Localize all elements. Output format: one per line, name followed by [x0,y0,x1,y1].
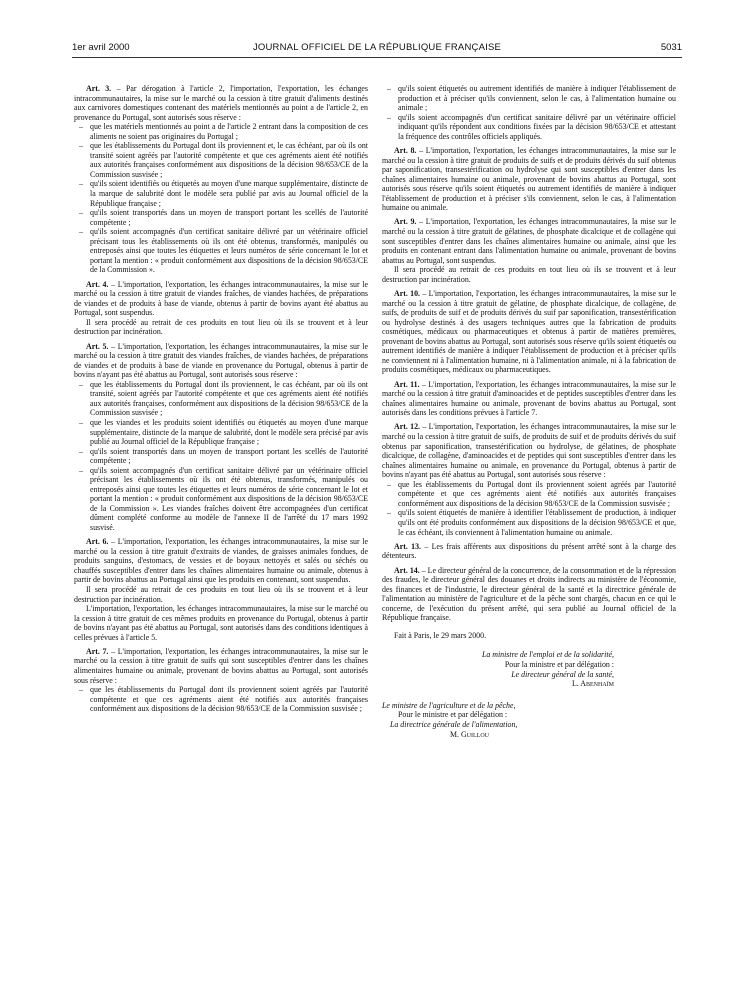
list-item: – que les établissements du Portugal dont ils proviennent soient agréés par l'autorité compétente et que ces agréments aient été notifiés aux autorités françaises conformément aux dispositions de la décision 98/653/CE de la Commission susvisée ; [79,685,368,714]
date-place: Fait à Paris, le 29 mars 2000. [394,630,487,640]
article-4: Art. 4. – L'importation, l'exportation, les échanges intracommunautaires, la mise sur le marché ou la cession à titre gratuit de viandes fraîches, de viandes hachées, de préparations de viandes et de produits à base de viande, obtenus à partir de bovins ayant été abattus au Portugal, sont suspendus. [74,279,368,318]
list-item: – que les établissements du Portugal dont ils proviennent soient agréés par l'autorité compétente et que ces agréments aient été notifiés aux autorités françaises conformément aux dispositions de la décision 98/653/CE de la Commission susvisée ; [387,479,676,508]
signature-block-agriculture: Le ministre de l'agriculture et de la pêche, Pour le ministre et par délégation : La directrice générale de l'alimentation, M. Guillou [382,700,518,739]
page-number: 5031 [660,42,682,53]
list-item: – qu'ils soient étiquetés de manière à identifier l'établissement de production, à indiquer qu'ils ont été produits conformément aux dispositions de la décision 98/653/CE et que, le cas échéant, ils conviennent à l'alimentation humaine ou animale. [387,508,676,537]
right-column [382,84,676,739]
left-column [74,84,368,718]
list-item: – qu'ils soient accompagnés d'un certificat sanitaire délivré par un vétérinaire officiel précisant les établissements où ils ont été obtenus, transformés, manipulés ou entreposés ainsi que toutes les étiquettes et leurs numéros de série concernant le lot et portant la mention : « produit conformément aux dispositions de la décision 98/653/CE de la Commission ». Les viandes fraîches doivent être accompagnées d'un certificat dûment complété conforme au modèle de l'annexe II de l'arrêté du 17 mars 1992 susvisé. [79,465,368,532]
header-date: 1er avril 2000 [72,42,130,53]
article-7: Art. 7. – L'importation, l'exportation, les échanges intracommunautaires, la mise sur le marché ou la cession à titre gratuit de suifs qui sont susceptibles d'entrer dans les chaînes alimentaires humaine ou animale, provenant de bovins abattus au Portugal, sont autorisés sous réserve : [74,646,368,685]
article-9-paragraph: Il sera procédé au retrait de ces produits en tout lieu où ils se trouvent et à leur destruction par incinération. [382,265,676,284]
list-item: – qu'ils soient transportés dans un moyen de transport portant les scellés de l'autorité compétente ; [79,208,368,227]
list-item: – que les établissements du Portugal dont ils proviennent et, le cas échéant, par où ils ont transité soient agréés par l'autorité compétente et que ces agréments aient été notifiés aux autorités françaises conformément aux dispositions de la décision 98/653/CE de la Commission susvisée ; [79,141,368,179]
article-6: Art. 6. – L'importation, l'exportation, les échanges intracommunautaires, la mise sur le marché ou la cession à titre gratuit d'extraits de viandes, de graisses animales fondues, de produits sanguins, d'estomacs, de vessies et de boyaux nettoyés et salés ou séchés ou chauffés susceptibles d'entrer dans les chaînes alimentaires humaine ou animale, obtenus à partir de bovins abattus au Portugal ainsi que les produits en contenant, sont suspendus. [74,537,368,585]
article-12-list [382,480,676,537]
list-item: – qu'ils soient transportés dans un moyen de transport portant les scellés de l'autorité compétente ; [79,446,368,466]
article-11: Art. 11. – L'importation, l'exportation, les échanges intracommunautaires, la mise sur le marché ou la cession à titre gratuit d'aminoacides et de peptides susceptibles d'entrer dans les chaînes alimentaires humaine ou animale, provenant de bovins abattus au Portugal, sont autorisés dans les conditions prévues à l'article 7. [382,379,676,418]
list-item: – que les établissements du Portugal dont ils proviennent, le cas échéant, par où ils ont transité, soient agréés par l'autorité compétente et que ces agréments aient été notifiés aux autorités françaises, conformément aux dispositions de la décision 98/653/CE de la Commission susvisée ; [79,379,368,418]
article-10: Art. 10. – L'importation, l'exportation, les échanges intracommunautaires, la mise sur le marché ou la cession à titre gratuit de gélatine, de phosphate dicalcique, de collagène, de suifs, de produits de suif et de produits dérivés du suif par saponification, transestérification ou hydrolyse destinés à des usagers techniques autres que la fabrication de produits cosmétiques, médicaux ou pharmaceutiques et obtenus à partir de matières premières, provenant de bovins abattus au Portugal, sont autorisés sous réserve qu'ils soient étiquetés ou autrement identifiés de manière à indiquer l'établissement de production et à préciser qu'ils ne conviennent ni à l'alimentation humaine, ni à l'alimentation animale, ni à la fabrication de produits cosmétiques, médicaux ou pharmaceutiques. [382,289,676,375]
article-9: Art. 9. – L'importation, l'exportation, les échanges intracommunautaires, la mise sur le marché ou la cession à titre gratuit de gélatines, de phosphate dicalcique et de collagène qui sont susceptibles d'entrer dans les chaînes alimentaires humaine ou animale, ainsi que les produits en contenant entrant dans l'alimentation humaine ou animale, provenant de bovins abattus au Portugal, sont suspendus. [382,217,676,265]
article-8: Art. 8. – L'importation, l'exportation, les échanges intracommunautaires, la mise sur le marché ou la cession à titre gratuit de produits de suifs et de produits dérivés du suif obtenus par saponification, transestérification ou hydrolyse qui sont susceptibles d'entrer dans les chaînes alimentaires humaine ou animale, provenant de bovins abattus au Portugal, sont autorisés sous réserve qu'ils soient étiquetés ou autrement identifiés de manière à indiquer l'établissement de production et à préciser s'ils conviennent, selon le cas, à l'alimentation humaine ou animale. [382,145,676,213]
list-item: – que les viandes et les produits soient identifiés ou étiquetés au moyen d'une marque supplémentaire, distincte de la marque de salubrité, dont le modèle sera précisé par avis publié au Journal officiel de la République française ; [79,417,368,447]
article-5: Art. 5. – L'importation, l'exportation, les échanges intracommunautaires, la mise sur le marché ou la cession à titre gratuit des viandes fraîches, de viandes hachées, de préparations de viandes et de produits à base de viande en provenance du Portugal, obtenus à partir de bovins n'ayant pas été abattus au Portugal, sont autorisés sous réserve : [74,341,368,380]
article-3-list [74,122,368,275]
list-item: – qu'ils soient étiquetés ou autrement identifiés de manière à indiquer l'établissement de production et à préciser qu'ils conviennent, selon le cas, à l'alimentation humaine ou animale ; [387,84,676,113]
list-item: – qu'ils soient accompagnés d'un certificat sanitaire délivré par un vétérinaire officiel indiquant qu'ils répondent aux conditions fixées par la décision 98/653/CE et attestant la fréquence des contrôles officiels appliqués. [387,112,676,141]
article-3: Art. 3. – Par dérogation à l'article 2, l'importation, l'exportation, les échanges intracommunautaires, la mise sur le marché ou la cession à titre gratuit d'aliments destinés aux carnivores domestiques contenant des matériels mentionnés au point a de l'article 2, en provenance du Portugal, sont autorisés sous réserve : [74,84,368,122]
article-6-paragraph-3: L'importation, l'exportation, les échanges intracommunautaires, la mise sur le marché ou la cession à titre gratuit de ces mêmes produits en provenance du Portugal, obtenus à partir de bovins n'ayant pas été abattus au Portugal, sont autorisés dans des conditions identiques à celles prévues à l'article 5. [74,604,368,642]
article-5-list [74,380,368,533]
list-item: – qu'ils soient identifiés ou étiquetés au moyen d'une marque supplémentaire, distincte de la marque de salubrité dont le modèle sera publié par avis au Journal officiel de la République française ; [79,179,368,208]
article-14: Art. 14. – Le directeur général de la concurrence, de la consommation et de la répression des fraudes, le directeur général des douanes et droits indirects au ministère de l'économie, des finances et de l'industrie, le directeur général de la santé et la directrice générale de l'alimentation au ministère de l'agriculture et de la pêche sont chargés, chacun en ce qui le concerne, de l'exécution du présent arrêté, qui sera publié au Journal officiel de la République française. [382,565,677,623]
article-12: Art. 12. – L'importation, l'exportation, les échanges intracommunautaires, la mise sur le marché ou la cession à titre gratuit de suifs, de produits de suif et de produits dérivés du suif obtenus par saponification, transestérification ou hydrolyse, de gélatines, de phosphate dicalcique, de collagène, d'aminoacides et de peptides qui sont susceptibles d'entrer dans les chaînes alimentaires humaine ou animale, en provenance du Portugal, obtenus à partir de bovins n'ayant pas été abattus au Portugal, sont autorisés sous réserve : [382,422,676,480]
signature-block-health: La ministre de l'emploi et de la solidarité, Pour la ministre et par délégation : Le directeur général de la santé, L. Abenhaïm [481,650,614,689]
header-rule [72,57,682,58]
article-6-paragraph-2: Il sera procédé au retrait de ces produits en tout lieu où ils se trouvent et à leur destruction par incinération. [74,584,368,604]
list-item: – que les matériels mentionnés au point a de l'article 2 entrant dans la composition de ces aliments ne soient pas originaires du Portugal ; [79,122,368,141]
article-7-list-continued [382,84,676,141]
article-13: Art. 13. – Les frais afférents aux dispositions du présent arrêté sont à la charge des détenteurs. [382,541,676,561]
article-4-paragraph: Il sera procédé au retrait de ces produits en tout lieu où ils se trouvent et à leur destruction par incinération. [74,317,368,337]
page-header [72,40,682,56]
list-item: – qu'ils soient accompagnés d'un certificat sanitaire délivré par un vétérinaire officiel précisant tous les établissements où ils ont été obtenus, transformés, manipulés ou entreposés ainsi que toutes les étiquettes et leurs numéros de série concernant le lot et portant la mention : « produit conformément aux dispositions de la décision 98/653/CE de la Commission ». [79,227,368,275]
article-7-list [74,685,368,714]
journal-title: JOURNAL OFFICIEL DE LA RÉPUBLIQUE FRANÇAISE [252,42,502,53]
